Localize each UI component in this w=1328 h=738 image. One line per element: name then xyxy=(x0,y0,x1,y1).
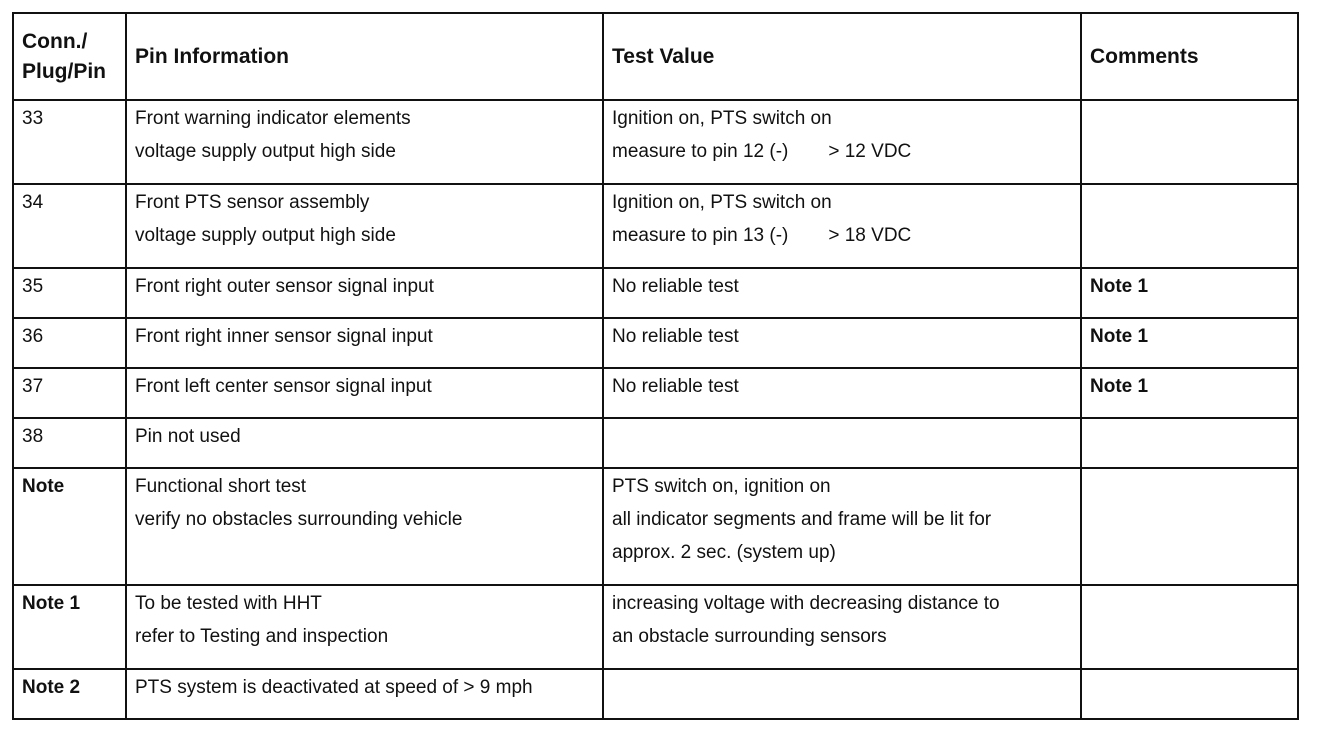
pin-information-table xyxy=(12,12,1299,720)
pin-info-line: Front warning indicator elements xyxy=(135,108,411,129)
test-value-cell: No reliable test xyxy=(603,268,1081,318)
pin-info-cell: Front right outer sensor signal input xyxy=(126,268,603,318)
header-comments: Comments xyxy=(1081,13,1298,100)
pin-cell: 35 xyxy=(13,268,126,318)
comment-cell xyxy=(1081,585,1298,669)
test-value-line: increasing voltage with decreasing distance to xyxy=(612,593,1000,614)
pin-info-line: verify no obstacles surrounding vehicle xyxy=(135,509,463,530)
test-value-line: Ignition on, PTS switch on xyxy=(612,192,832,213)
header-pin-line2: Plug/Pin xyxy=(22,59,106,83)
pin-info-line: To be tested with HHT xyxy=(135,593,322,614)
pin-cell: Note 1 xyxy=(13,585,126,669)
test-value-cell xyxy=(603,585,1081,669)
comment-cell: Note 1 xyxy=(1081,318,1298,368)
pin-info-cell: Front left center sensor signal input xyxy=(126,368,603,418)
header-pin xyxy=(13,13,126,100)
header-pin-line1: Conn./ xyxy=(22,29,88,53)
comment-cell xyxy=(1081,184,1298,268)
measure-text: measure to pin 13 (-) xyxy=(612,225,789,246)
table-header-row xyxy=(13,13,1298,100)
test-value-line xyxy=(612,219,1072,252)
pin-cell: 37 xyxy=(13,368,126,418)
test-value-line: Ignition on, PTS switch on xyxy=(612,108,832,129)
pin-info-cell xyxy=(126,100,603,184)
table-row xyxy=(13,368,1298,418)
test-value-cell xyxy=(603,669,1081,719)
pin-info-cell: Pin not used xyxy=(126,418,603,468)
table-row xyxy=(13,100,1298,184)
pin-cell: 38 xyxy=(13,418,126,468)
comment-cell xyxy=(1081,100,1298,184)
test-value-cell: No reliable test xyxy=(603,368,1081,418)
measure-text: measure to pin 12 (-) xyxy=(612,141,789,162)
pin-cell: 36 xyxy=(13,318,126,368)
pin-info-cell xyxy=(126,585,603,669)
pin-cell: 33 xyxy=(13,100,126,184)
pin-info-cell: Front right inner sensor signal input xyxy=(126,318,603,368)
test-value-line: an obstacle surrounding sensors xyxy=(612,626,887,647)
pin-cell: 34 xyxy=(13,184,126,268)
pin-info-line: voltage supply output high side xyxy=(135,225,396,246)
test-value-cell xyxy=(603,418,1081,468)
test-value-cell xyxy=(603,100,1081,184)
comment-cell xyxy=(1081,669,1298,719)
threshold-text: > 18 VDC xyxy=(828,225,912,246)
table-row xyxy=(13,418,1298,468)
test-value-cell xyxy=(603,468,1081,585)
pin-info-line: refer to Testing and inspection xyxy=(135,626,389,647)
pin-info-cell xyxy=(126,468,603,585)
comment-cell xyxy=(1081,418,1298,468)
pin-info-line: voltage supply output high side xyxy=(135,141,396,162)
pin-info-line: Functional short test xyxy=(135,476,307,497)
pin-info-cell xyxy=(126,184,603,268)
pin-info-cell: PTS system is deactivated at speed of > 9 mph xyxy=(126,669,603,719)
table-row xyxy=(13,468,1298,585)
table-row xyxy=(13,268,1298,318)
header-test-value: Test Value xyxy=(603,13,1081,100)
table-row xyxy=(13,669,1298,719)
test-value-cell xyxy=(603,184,1081,268)
table-row xyxy=(13,184,1298,268)
pin-info-line: Front PTS sensor assembly xyxy=(135,192,370,213)
comment-cell xyxy=(1081,468,1298,585)
pin-cell: Note 2 xyxy=(13,669,126,719)
pin-cell: Note xyxy=(13,468,126,585)
comment-cell: Note 1 xyxy=(1081,368,1298,418)
comment-cell: Note 1 xyxy=(1081,268,1298,318)
test-value-line: all indicator segments and frame will be lit for xyxy=(612,509,992,530)
test-value-line xyxy=(612,135,1072,168)
header-pin-information: Pin Information xyxy=(126,13,603,100)
table-row xyxy=(13,585,1298,669)
test-value-cell: No reliable test xyxy=(603,318,1081,368)
test-value-line: PTS switch on, ignition on xyxy=(612,476,831,497)
test-value-line: approx. 2 sec. (system up) xyxy=(612,542,836,563)
threshold-text: > 12 VDC xyxy=(828,141,912,162)
table-row xyxy=(13,318,1298,368)
